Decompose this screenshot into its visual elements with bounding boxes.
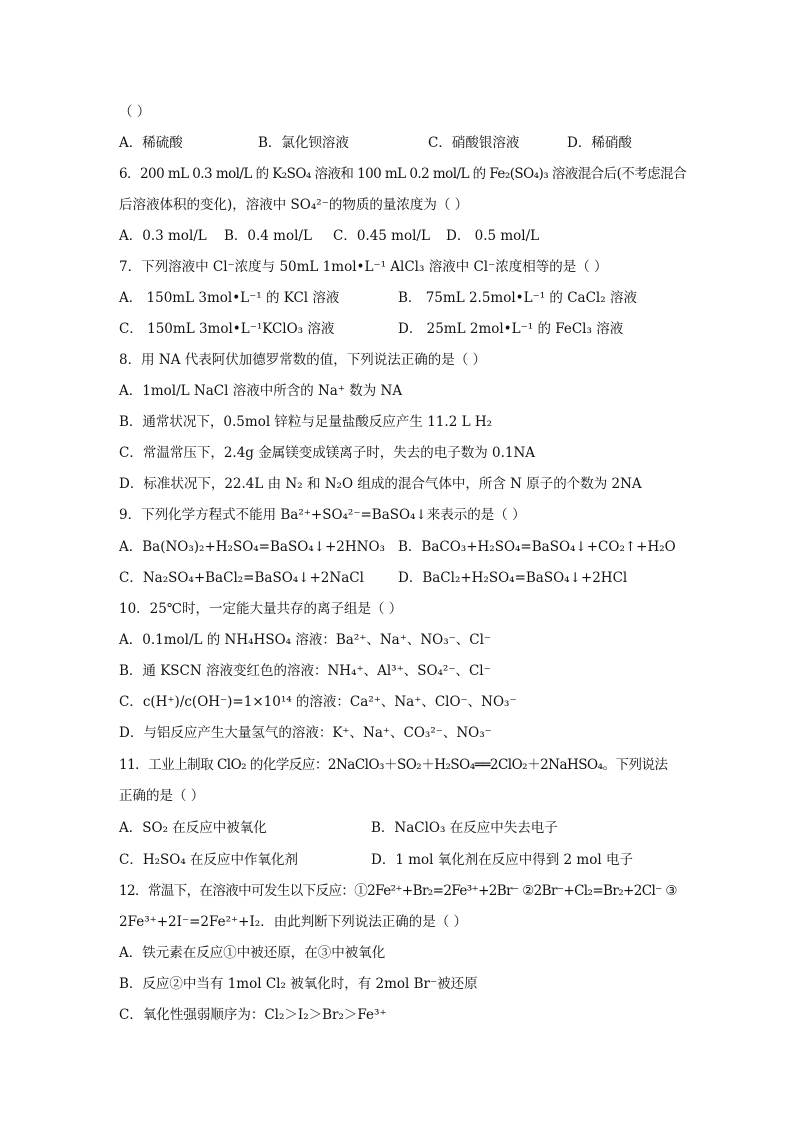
q11-stem-line-2: 正确的是（ ） <box>119 788 205 804</box>
q6-option-d: D． 0.5 mol/L <box>446 228 540 244</box>
q11-option-d: D．1 mol 氧化剂在反应中得到 2 mol 电子 <box>371 852 633 868</box>
q12-option-c: C．氧化性强弱顺序为：Cl₂＞I₂＞Br₂＞Fe³⁺ <box>119 1007 387 1023</box>
q8-option-c: C．常温常压下，2.4g 金属镁变成镁离子时，失去的电子数为 0.1NA <box>119 445 536 461</box>
q12-stem-line-2: 2Fe³⁺+2I⁻=2Fe²⁺+I₂．由此判断下列说法正确的是（ ） <box>119 914 468 930</box>
q9-option-b: B．BaCO₃+H₂SO₄=BaSO₄↓+CO₂↑+H₂O <box>398 539 676 555</box>
q5-option-d: D．稀硝酸 <box>567 135 632 151</box>
q9-option-c: C．Na₂SO₄+BaCl₂=BaSO₄↓+2NaCl <box>119 570 364 586</box>
q8-option-d: D．标准状况下，22.4L 由 N₂ 和 N₂O 组成的混合气体中，所含 N 原子的个数为 2NA <box>119 476 642 492</box>
q7-stem: 7．下列溶液中 Cl⁻浓度与 50mL 1mol•L⁻¹ AlCl₃ 溶液中 Cl⁻浓度相等的是（ ） <box>119 259 608 275</box>
q9-stem: 9．下列化学方程式不能用 Ba²⁺+SO₄²⁻=BaSO₄↓来表示的是（ ） <box>119 507 526 523</box>
q10-stem: 10．25℃时，一定能大量共存的离子组是（ ） <box>119 601 403 617</box>
q6-stem-line-1: 6．200 mL 0.3 mol/L 的 K₂SO₄ 溶液和 100 mL 0.2 mol/L 的 Fe₂(SO₄)₃ 溶液混合后(不考虑混合 <box>119 166 687 182</box>
q12-option-b: B．反应②中当有 1mol Cl₂ 被氧化时，有 2mol Br⁻被还原 <box>119 976 478 992</box>
q8-stem: 8．用 NA 代表阿伏加德罗常数的值，下列说法正确的是（ ） <box>119 352 487 368</box>
q6-option-a: A．0.3 mol/L <box>119 228 207 244</box>
q7-option-d: D． 25mL 2mol•L⁻¹ 的 FeCl₃ 溶液 <box>398 321 624 337</box>
q10-option-a: A．0.1mol/L 的 NH₄HSO₄ 溶液：Ba²⁺、Na⁺、NO₃⁻、Cl⁻ <box>119 632 492 648</box>
q7-option-b: B． 75mL 2.5mol•L⁻¹ 的 CaCl₂ 溶液 <box>398 290 637 306</box>
q8-option-a: A．1mol/L NaCl 溶液中所含的 Na⁺ 数为 NA <box>119 383 403 399</box>
q11-option-a: A．SO₂ 在反应中被氧化 <box>119 820 267 836</box>
q11-option-b: B．NaClO₃ 在反应中失去电子 <box>371 820 558 836</box>
q12-stem-line-1: 12．常温下，在溶液中可发生以下反应：①2Fe²⁺+Br₂=2Fe³⁺+2Br⁻ ②2Br⁻+Cl₂=Br₂+2Cl⁻ ③ <box>119 883 677 899</box>
q7-option-c: C． 150mL 3mol•L⁻¹KClO₃ 溶液 <box>119 321 335 337</box>
q8-option-b: B．通常状况下，0.5mol 锌粒与足量盐酸反应产生 11.2 L H₂ <box>119 414 493 430</box>
q11-option-c: C．H₂SO₄ 在反应中作氧化剂 <box>119 852 299 868</box>
q10-option-d: D．与铝反应产生大量氢气的溶液：K⁺、Na⁺、CO₃²⁻、NO₃⁻ <box>119 725 492 741</box>
q11-stem-line-1: 11．工业上制取 ClO₂ 的化学反应：2NaClO₃＋SO₂＋H₂SO₄══2ClO₂＋2NaHSO₄。下列说法 <box>119 757 668 773</box>
q7-option-a: A． 150mL 3mol•L⁻¹ 的 KCl 溶液 <box>119 290 340 306</box>
q9-option-d: D．BaCl₂+H₂SO₄=BaSO₄↓+2HCl <box>398 570 628 586</box>
q6-option-c: C．0.45 mol/L <box>333 228 430 244</box>
q5-answer-bracket: （ ） <box>119 104 151 120</box>
q6-stem-line-2: 后溶液体积的变化)，溶液中 SO₄²⁻的物质的量浓度为（ ） <box>119 197 469 213</box>
q5-option-c: C．硝酸银溶液 <box>428 135 520 151</box>
q5-option-a: A．稀硫酸 <box>119 135 183 151</box>
q6-option-b: B．0.4 mol/L <box>224 228 312 244</box>
q5-option-b: B．氯化钡溶液 <box>258 135 349 151</box>
q10-option-c: C．c(H⁺)/c(OH⁻)=1×10¹⁴ 的溶液：Ca²⁺、Na⁺、ClO⁻、NO₃⁻ <box>119 694 517 710</box>
q10-option-b: B．通 KSCN 溶液变红色的溶液：NH₄⁺、Al³⁺、SO₄²⁻、Cl⁻ <box>119 663 491 679</box>
q9-option-a: A．Ba(NO₃)₂+H₂SO₄=BaSO₄↓+2HNO₃ <box>119 539 385 555</box>
q12-option-a: A．铁元素在反应①中被还原，在③中被氧化 <box>119 945 386 961</box>
